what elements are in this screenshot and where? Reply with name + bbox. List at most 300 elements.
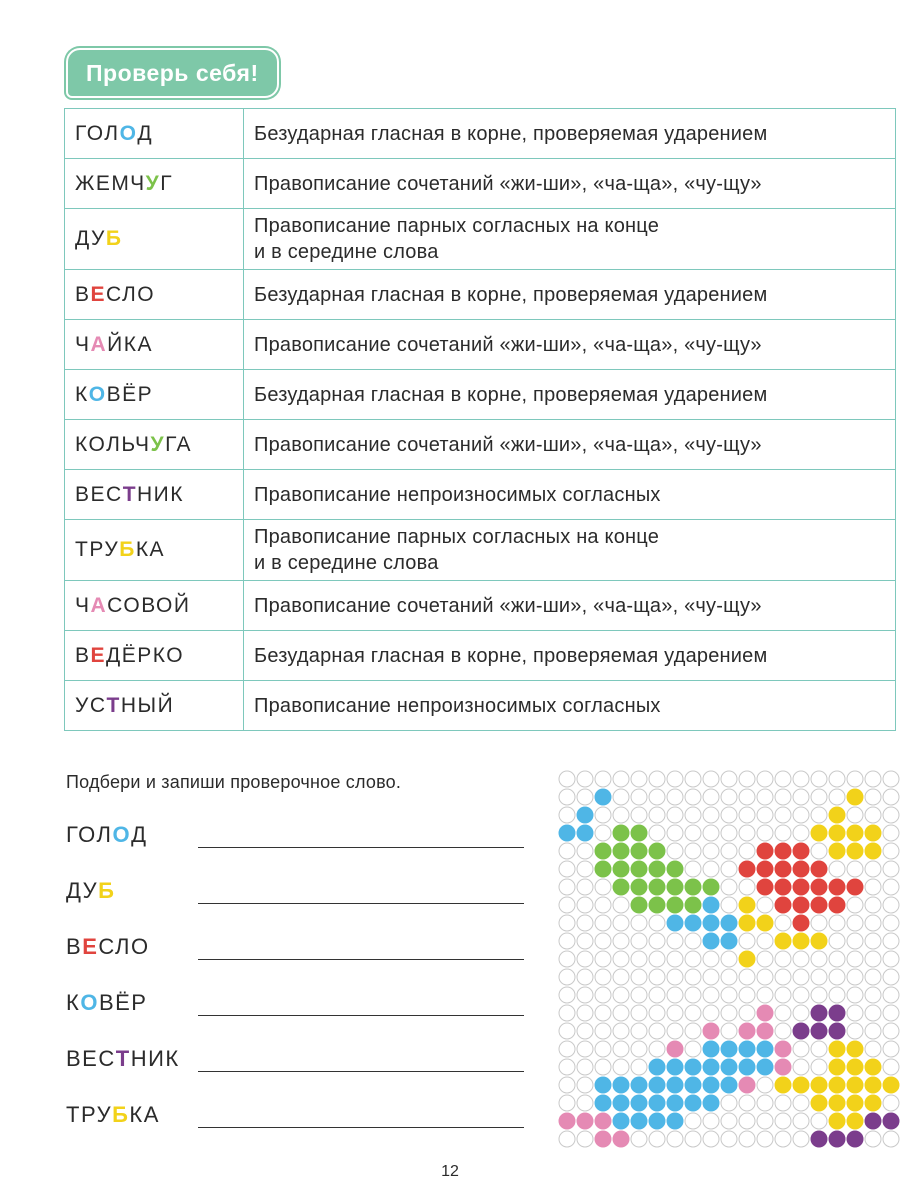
bead-filled[interactable]: [667, 915, 683, 931]
bead-empty[interactable]: [883, 897, 899, 913]
bead-empty[interactable]: [559, 807, 575, 823]
bead-empty[interactable]: [721, 1005, 737, 1021]
bead-empty[interactable]: [631, 1131, 647, 1147]
bead-empty[interactable]: [883, 861, 899, 877]
bead-empty[interactable]: [739, 1005, 755, 1021]
bead-empty[interactable]: [775, 807, 791, 823]
answer-line[interactable]: [198, 1071, 524, 1072]
bead-filled[interactable]: [595, 789, 611, 805]
bead-filled[interactable]: [847, 879, 863, 895]
bead-empty[interactable]: [775, 825, 791, 841]
bead-filled[interactable]: [775, 933, 791, 949]
bead-empty[interactable]: [793, 1059, 809, 1075]
bead-filled[interactable]: [595, 843, 611, 859]
bead-filled[interactable]: [667, 1095, 683, 1111]
bead-filled[interactable]: [721, 1041, 737, 1057]
bead-filled[interactable]: [865, 1113, 881, 1129]
bead-empty[interactable]: [559, 987, 575, 1003]
bead-empty[interactable]: [631, 1041, 647, 1057]
bead-empty[interactable]: [721, 1095, 737, 1111]
bead-empty[interactable]: [577, 1131, 593, 1147]
bead-empty[interactable]: [775, 1023, 791, 1039]
bead-filled[interactable]: [865, 843, 881, 859]
bead-empty[interactable]: [613, 1023, 629, 1039]
bead-filled[interactable]: [829, 1005, 845, 1021]
bead-empty[interactable]: [793, 969, 809, 985]
bead-filled[interactable]: [649, 843, 665, 859]
bead-empty[interactable]: [595, 771, 611, 787]
bead-empty[interactable]: [685, 807, 701, 823]
answer-line[interactable]: [198, 903, 524, 904]
bead-empty[interactable]: [847, 771, 863, 787]
bead-filled[interactable]: [559, 825, 575, 841]
bead-empty[interactable]: [577, 843, 593, 859]
bead-filled[interactable]: [649, 1113, 665, 1129]
bead-filled[interactable]: [613, 843, 629, 859]
bead-empty[interactable]: [667, 987, 683, 1003]
bead-empty[interactable]: [721, 969, 737, 985]
bead-filled[interactable]: [829, 897, 845, 913]
bead-empty[interactable]: [703, 861, 719, 877]
bead-empty[interactable]: [775, 1005, 791, 1021]
bead-empty[interactable]: [883, 843, 899, 859]
bead-filled[interactable]: [847, 1077, 863, 1093]
bead-empty[interactable]: [613, 933, 629, 949]
bead-empty[interactable]: [649, 915, 665, 931]
bead-filled[interactable]: [811, 825, 827, 841]
bead-empty[interactable]: [811, 807, 827, 823]
bead-filled[interactable]: [739, 1041, 755, 1057]
bead-empty[interactable]: [685, 1113, 701, 1129]
bead-empty[interactable]: [739, 933, 755, 949]
bead-empty[interactable]: [631, 933, 647, 949]
bead-empty[interactable]: [577, 1059, 593, 1075]
bead-filled[interactable]: [757, 1041, 773, 1057]
bead-empty[interactable]: [757, 951, 773, 967]
bead-empty[interactable]: [559, 1095, 575, 1111]
bead-empty[interactable]: [667, 789, 683, 805]
bead-empty[interactable]: [865, 933, 881, 949]
bead-filled[interactable]: [757, 1005, 773, 1021]
bead-empty[interactable]: [667, 843, 683, 859]
bead-filled[interactable]: [613, 861, 629, 877]
bead-filled[interactable]: [703, 915, 719, 931]
bead-empty[interactable]: [721, 771, 737, 787]
bead-empty[interactable]: [847, 897, 863, 913]
bead-empty[interactable]: [685, 843, 701, 859]
bead-empty[interactable]: [613, 1059, 629, 1075]
bead-empty[interactable]: [685, 1131, 701, 1147]
bead-empty[interactable]: [595, 1023, 611, 1039]
bead-empty[interactable]: [865, 861, 881, 877]
bead-empty[interactable]: [613, 789, 629, 805]
bead-empty[interactable]: [577, 1023, 593, 1039]
bead-empty[interactable]: [829, 933, 845, 949]
bead-empty[interactable]: [811, 969, 827, 985]
bead-filled[interactable]: [613, 1077, 629, 1093]
bead-empty[interactable]: [703, 987, 719, 1003]
bead-empty[interactable]: [631, 789, 647, 805]
bead-empty[interactable]: [883, 1023, 899, 1039]
bead-empty[interactable]: [739, 843, 755, 859]
bead-filled[interactable]: [811, 1095, 827, 1111]
bead-empty[interactable]: [883, 933, 899, 949]
bead-empty[interactable]: [577, 1005, 593, 1021]
bead-empty[interactable]: [577, 987, 593, 1003]
bead-empty[interactable]: [685, 951, 701, 967]
bead-empty[interactable]: [595, 969, 611, 985]
bead-filled[interactable]: [829, 807, 845, 823]
bead-empty[interactable]: [865, 789, 881, 805]
bead-empty[interactable]: [649, 933, 665, 949]
bead-empty[interactable]: [739, 771, 755, 787]
bead-empty[interactable]: [883, 987, 899, 1003]
bead-empty[interactable]: [793, 1113, 809, 1129]
bead-empty[interactable]: [559, 969, 575, 985]
bead-filled[interactable]: [595, 1077, 611, 1093]
bead-empty[interactable]: [757, 789, 773, 805]
bead-filled[interactable]: [721, 1059, 737, 1075]
bead-filled[interactable]: [685, 1059, 701, 1075]
bead-empty[interactable]: [775, 1095, 791, 1111]
answer-line[interactable]: [198, 847, 524, 848]
bead-empty[interactable]: [793, 1005, 809, 1021]
bead-empty[interactable]: [865, 969, 881, 985]
bead-empty[interactable]: [757, 807, 773, 823]
bead-empty[interactable]: [739, 969, 755, 985]
bead-filled[interactable]: [775, 1041, 791, 1057]
bead-empty[interactable]: [667, 807, 683, 823]
bead-empty[interactable]: [577, 897, 593, 913]
bead-empty[interactable]: [775, 969, 791, 985]
bead-empty[interactable]: [865, 1023, 881, 1039]
bead-filled[interactable]: [721, 933, 737, 949]
bead-empty[interactable]: [829, 771, 845, 787]
bead-filled[interactable]: [667, 879, 683, 895]
bead-empty[interactable]: [613, 969, 629, 985]
bead-filled[interactable]: [811, 897, 827, 913]
bead-empty[interactable]: [667, 825, 683, 841]
bead-empty[interactable]: [865, 771, 881, 787]
bead-empty[interactable]: [811, 987, 827, 1003]
bead-empty[interactable]: [595, 879, 611, 895]
bead-empty[interactable]: [829, 915, 845, 931]
bead-empty[interactable]: [883, 1095, 899, 1111]
bead-empty[interactable]: [847, 807, 863, 823]
bead-empty[interactable]: [721, 789, 737, 805]
bead-filled[interactable]: [793, 1023, 809, 1039]
bead-empty[interactable]: [829, 789, 845, 805]
bead-empty[interactable]: [685, 771, 701, 787]
bead-empty[interactable]: [667, 1023, 683, 1039]
bead-empty[interactable]: [847, 915, 863, 931]
bead-empty[interactable]: [613, 771, 629, 787]
bead-filled[interactable]: [613, 879, 629, 895]
bead-empty[interactable]: [613, 1005, 629, 1021]
bead-empty[interactable]: [739, 825, 755, 841]
bead-filled[interactable]: [793, 861, 809, 877]
bead-empty[interactable]: [757, 897, 773, 913]
bead-filled[interactable]: [793, 915, 809, 931]
bead-filled[interactable]: [739, 897, 755, 913]
bead-empty[interactable]: [559, 879, 575, 895]
bead-filled[interactable]: [649, 1095, 665, 1111]
bead-filled[interactable]: [739, 1023, 755, 1039]
bead-empty[interactable]: [631, 987, 647, 1003]
bead-filled[interactable]: [631, 825, 647, 841]
bead-empty[interactable]: [613, 915, 629, 931]
bead-empty[interactable]: [847, 1005, 863, 1021]
bead-empty[interactable]: [685, 933, 701, 949]
bead-filled[interactable]: [613, 825, 629, 841]
bead-filled[interactable]: [595, 1113, 611, 1129]
bead-empty[interactable]: [811, 1041, 827, 1057]
bead-empty[interactable]: [613, 1041, 629, 1057]
bead-filled[interactable]: [631, 1095, 647, 1111]
bead-filled[interactable]: [847, 1059, 863, 1075]
bead-empty[interactable]: [595, 951, 611, 967]
bead-empty[interactable]: [649, 771, 665, 787]
bead-empty[interactable]: [847, 987, 863, 1003]
answer-line[interactable]: [198, 1015, 524, 1016]
bead-empty[interactable]: [577, 1041, 593, 1057]
bead-filled[interactable]: [829, 1113, 845, 1129]
bead-empty[interactable]: [631, 807, 647, 823]
bead-empty[interactable]: [883, 969, 899, 985]
bead-empty[interactable]: [775, 1113, 791, 1129]
bead-filled[interactable]: [793, 897, 809, 913]
bead-empty[interactable]: [703, 807, 719, 823]
bead-empty[interactable]: [883, 1005, 899, 1021]
bead-empty[interactable]: [703, 825, 719, 841]
bead-empty[interactable]: [559, 1041, 575, 1057]
bead-empty[interactable]: [721, 843, 737, 859]
bead-filled[interactable]: [829, 1095, 845, 1111]
bead-empty[interactable]: [721, 1131, 737, 1147]
bead-filled[interactable]: [739, 1059, 755, 1075]
bead-empty[interactable]: [757, 1077, 773, 1093]
bead-filled[interactable]: [577, 825, 593, 841]
bead-empty[interactable]: [793, 1131, 809, 1147]
bead-empty[interactable]: [883, 951, 899, 967]
bead-filled[interactable]: [775, 861, 791, 877]
bead-filled[interactable]: [649, 1077, 665, 1093]
bead-empty[interactable]: [811, 915, 827, 931]
bead-filled[interactable]: [631, 861, 647, 877]
bead-empty[interactable]: [775, 771, 791, 787]
bead-empty[interactable]: [865, 879, 881, 895]
bead-empty[interactable]: [685, 861, 701, 877]
bead-filled[interactable]: [685, 915, 701, 931]
bead-empty[interactable]: [757, 969, 773, 985]
bead-filled[interactable]: [703, 1095, 719, 1111]
bead-empty[interactable]: [739, 807, 755, 823]
bead-filled[interactable]: [865, 825, 881, 841]
bead-filled[interactable]: [721, 915, 737, 931]
bead-empty[interactable]: [757, 933, 773, 949]
bead-filled[interactable]: [775, 843, 791, 859]
bead-filled[interactable]: [703, 1077, 719, 1093]
bead-filled[interactable]: [883, 1077, 899, 1093]
bead-empty[interactable]: [559, 789, 575, 805]
bead-empty[interactable]: [847, 969, 863, 985]
bead-filled[interactable]: [757, 879, 773, 895]
bead-empty[interactable]: [703, 789, 719, 805]
bead-empty[interactable]: [865, 951, 881, 967]
bead-filled[interactable]: [865, 1095, 881, 1111]
bead-filled[interactable]: [739, 951, 755, 967]
bead-empty[interactable]: [667, 969, 683, 985]
bead-filled[interactable]: [847, 1131, 863, 1147]
bead-empty[interactable]: [721, 825, 737, 841]
bead-empty[interactable]: [883, 1059, 899, 1075]
bead-empty[interactable]: [685, 1023, 701, 1039]
bead-empty[interactable]: [613, 951, 629, 967]
bead-empty[interactable]: [811, 951, 827, 967]
bead-empty[interactable]: [721, 1023, 737, 1039]
bead-empty[interactable]: [829, 951, 845, 967]
bead-empty[interactable]: [865, 1041, 881, 1057]
bead-empty[interactable]: [757, 1113, 773, 1129]
bead-filled[interactable]: [703, 1059, 719, 1075]
bead-filled[interactable]: [703, 1041, 719, 1057]
bead-filled[interactable]: [757, 915, 773, 931]
bead-empty[interactable]: [685, 969, 701, 985]
bead-empty[interactable]: [559, 861, 575, 877]
bead-empty[interactable]: [739, 1131, 755, 1147]
bead-empty[interactable]: [703, 1005, 719, 1021]
bead-empty[interactable]: [667, 933, 683, 949]
bead-empty[interactable]: [883, 1131, 899, 1147]
bead-filled[interactable]: [595, 1131, 611, 1147]
bead-empty[interactable]: [811, 1059, 827, 1075]
bead-filled[interactable]: [685, 879, 701, 895]
bead-filled[interactable]: [829, 843, 845, 859]
bead-filled[interactable]: [631, 1077, 647, 1093]
bead-filled[interactable]: [829, 1131, 845, 1147]
bead-filled[interactable]: [829, 1059, 845, 1075]
bead-filled[interactable]: [685, 897, 701, 913]
bead-empty[interactable]: [757, 825, 773, 841]
bead-filled[interactable]: [721, 1077, 737, 1093]
bead-empty[interactable]: [847, 933, 863, 949]
bead-filled[interactable]: [631, 1113, 647, 1129]
bead-empty[interactable]: [703, 1131, 719, 1147]
bead-empty[interactable]: [649, 1131, 665, 1147]
bead-empty[interactable]: [559, 933, 575, 949]
bead-empty[interactable]: [613, 987, 629, 1003]
bead-empty[interactable]: [757, 987, 773, 1003]
bead-empty[interactable]: [577, 933, 593, 949]
bead-empty[interactable]: [577, 915, 593, 931]
bead-filled[interactable]: [613, 1131, 629, 1147]
bead-filled[interactable]: [703, 879, 719, 895]
bead-empty[interactable]: [793, 825, 809, 841]
bead-empty[interactable]: [847, 1023, 863, 1039]
bead-empty[interactable]: [775, 915, 791, 931]
bead-empty[interactable]: [595, 915, 611, 931]
bead-filled[interactable]: [595, 1095, 611, 1111]
bead-filled[interactable]: [667, 1077, 683, 1093]
bead-empty[interactable]: [865, 1005, 881, 1021]
bead-empty[interactable]: [595, 933, 611, 949]
bead-empty[interactable]: [811, 771, 827, 787]
bead-empty[interactable]: [631, 915, 647, 931]
bead-filled[interactable]: [865, 1077, 881, 1093]
bead-empty[interactable]: [577, 789, 593, 805]
bead-filled[interactable]: [739, 861, 755, 877]
bead-filled[interactable]: [829, 879, 845, 895]
bead-filled[interactable]: [847, 789, 863, 805]
bead-filled[interactable]: [775, 879, 791, 895]
bead-empty[interactable]: [649, 969, 665, 985]
bead-empty[interactable]: [559, 1023, 575, 1039]
bead-filled[interactable]: [685, 1077, 701, 1093]
bead-empty[interactable]: [649, 807, 665, 823]
bead-filled[interactable]: [685, 1095, 701, 1111]
bead-empty[interactable]: [775, 987, 791, 1003]
bead-filled[interactable]: [829, 1041, 845, 1057]
bead-filled[interactable]: [793, 1077, 809, 1093]
bead-empty[interactable]: [739, 879, 755, 895]
bead-filled[interactable]: [847, 825, 863, 841]
bead-filled[interactable]: [739, 915, 755, 931]
bead-empty[interactable]: [559, 1059, 575, 1075]
bead-empty[interactable]: [649, 1023, 665, 1039]
bead-empty[interactable]: [757, 1131, 773, 1147]
bead-filled[interactable]: [793, 843, 809, 859]
bead-empty[interactable]: [721, 807, 737, 823]
bead-filled[interactable]: [811, 1005, 827, 1021]
bead-empty[interactable]: [775, 789, 791, 805]
bead-filled[interactable]: [847, 843, 863, 859]
bead-filled[interactable]: [757, 843, 773, 859]
bead-filled[interactable]: [631, 897, 647, 913]
bead-empty[interactable]: [757, 771, 773, 787]
bead-empty[interactable]: [793, 789, 809, 805]
bead-empty[interactable]: [883, 1041, 899, 1057]
bead-filled[interactable]: [811, 1131, 827, 1147]
bead-empty[interactable]: [739, 987, 755, 1003]
bead-empty[interactable]: [793, 951, 809, 967]
bead-filled[interactable]: [649, 861, 665, 877]
bead-empty[interactable]: [649, 1005, 665, 1021]
bead-empty[interactable]: [685, 987, 701, 1003]
bead-empty[interactable]: [595, 897, 611, 913]
bead-empty[interactable]: [883, 789, 899, 805]
bead-filled[interactable]: [577, 1113, 593, 1129]
bead-empty[interactable]: [793, 1041, 809, 1057]
bead-empty[interactable]: [559, 1077, 575, 1093]
bead-empty[interactable]: [595, 1059, 611, 1075]
bead-filled[interactable]: [775, 897, 791, 913]
bead-empty[interactable]: [667, 1131, 683, 1147]
bead-empty[interactable]: [613, 807, 629, 823]
bead-empty[interactable]: [883, 807, 899, 823]
bead-empty[interactable]: [829, 861, 845, 877]
bead-empty[interactable]: [649, 987, 665, 1003]
bead-empty[interactable]: [721, 987, 737, 1003]
bead-empty[interactable]: [559, 843, 575, 859]
bead-empty[interactable]: [865, 915, 881, 931]
bead-empty[interactable]: [595, 825, 611, 841]
bead-empty[interactable]: [793, 1095, 809, 1111]
bead-empty[interactable]: [631, 1023, 647, 1039]
bead-empty[interactable]: [793, 987, 809, 1003]
bead-empty[interactable]: [883, 771, 899, 787]
bead-filled[interactable]: [811, 1077, 827, 1093]
bead-empty[interactable]: [811, 1113, 827, 1129]
